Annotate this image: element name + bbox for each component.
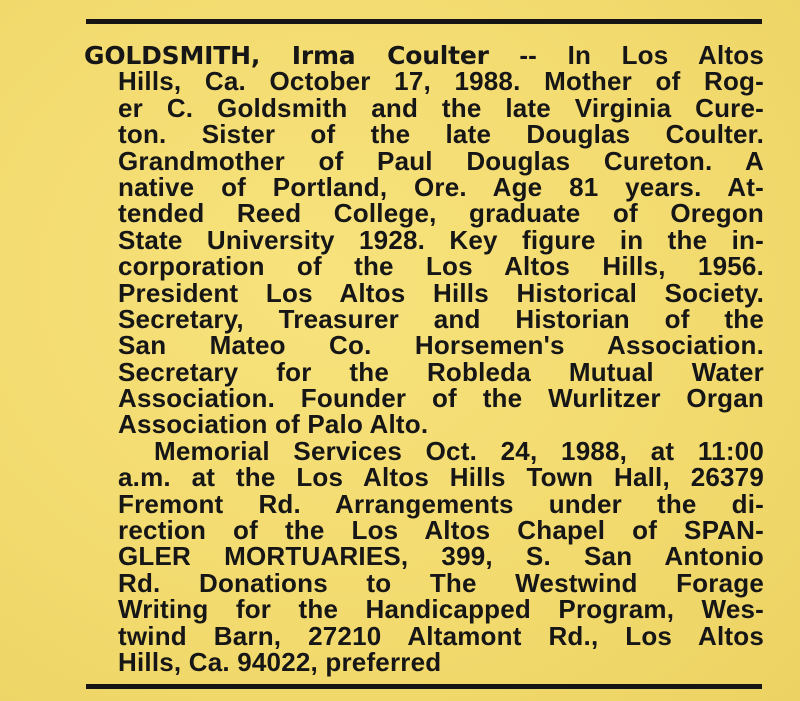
obituary-line: er C. Goldsmith and the late Virginia Cure- — [118, 92, 764, 123]
obituary-line: Hills, Ca. October 17, 1988. Mother of Rog- — [118, 66, 764, 97]
obituary-line: President Los Altos Hills Historical Society. — [118, 277, 764, 308]
obituary-line: Secretary, Treasurer and Historian of the — [118, 303, 764, 334]
obituary-line: corporation of the Los Altos Hills, 1956. — [118, 251, 764, 282]
services-line: Fremont Rd. Arrangements under the di- — [118, 488, 764, 519]
services-line: Memorial Services Oct. 24, 1988, at 11:00 — [154, 435, 764, 466]
services-line: Writing for the Handicapped Program, Wes- — [118, 594, 764, 625]
obituary-line: State University 1928. Key figure in the in- — [118, 224, 764, 255]
services-line: GLER MORTUARIES, 399, S. San Antonio — [118, 541, 764, 572]
services-line: rection of the Los Altos Chapel of SPAN- — [118, 515, 764, 546]
obituary-line: Association. Founder of the Wurlitzer Organ — [118, 383, 764, 414]
obituary-line: Secretary for the Robleda Mutual Water — [118, 356, 764, 387]
services-line: a.m. at the Los Altos Hills Town Hall, 26379 — [118, 462, 764, 493]
deceased-name: GOLDSMITH, Irma Coulter — [84, 41, 489, 70]
obituary-line: Grandmother of Paul Douglas Cureton. A — [118, 145, 764, 176]
obituary-line: San Mateo Co. Horsemen's Association. — [118, 330, 764, 361]
bottom-rule — [86, 684, 762, 689]
obituary-line: Association of Palo Alto. — [118, 409, 429, 440]
services-line: Hills, Ca. 94022, preferred — [118, 646, 442, 677]
services-line: twind Barn, 27210 Altamont Rd., Los Altos — [118, 620, 764, 651]
top-rule — [86, 19, 762, 24]
obituary-line: ton. Sister of the late Douglas Coulter. — [118, 119, 764, 150]
obituary-notice — [84, 42, 764, 675]
obituary-line: GOLDSMITH, Irma Coulter -- In Los Altos — [84, 40, 764, 70]
services-line: Rd. Donations to The Westwind Forage — [118, 567, 764, 598]
obituary-line: native of Portland, Ore. Age 81 years. At- — [118, 171, 764, 202]
obituary-line: tended Reed College, graduate of Oregon — [118, 198, 764, 229]
